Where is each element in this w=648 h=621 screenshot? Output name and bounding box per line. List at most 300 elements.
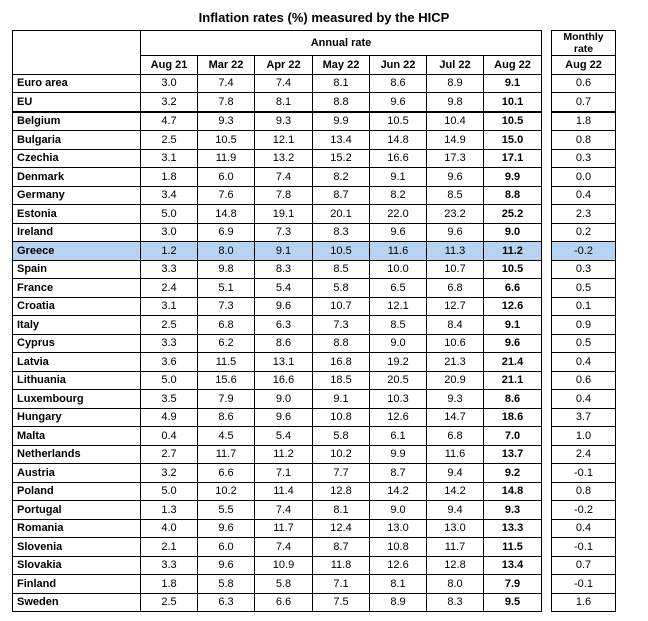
table-row [13, 334, 616, 353]
value-cell: 14.7 [427, 408, 484, 427]
value-cell: 12.1 [370, 297, 427, 316]
country-cell: Denmark [13, 168, 141, 187]
column-gap [542, 575, 552, 594]
value-cell: 21.3 [427, 353, 484, 372]
country-cell: Estonia [13, 205, 141, 224]
value-cell: 6.8 [427, 427, 484, 446]
value-cell: 11.6 [427, 445, 484, 464]
value-cell: 21.1 [484, 371, 542, 390]
monthly-value-cell: 0.8 [552, 131, 616, 150]
value-cell: 9.3 [427, 390, 484, 409]
value-cell: 9.3 [255, 112, 313, 131]
monthly-value-cell: 3.7 [552, 408, 616, 427]
value-cell: 20.5 [370, 371, 427, 390]
monthly-value-cell: 0.8 [552, 482, 616, 501]
value-cell: 14.8 [370, 131, 427, 150]
country-cell: Finland [13, 575, 141, 594]
value-cell: 7.4 [255, 538, 313, 557]
value-cell: 9.6 [427, 168, 484, 187]
value-cell: 8.6 [484, 390, 542, 409]
value-cell: 17.1 [484, 149, 542, 168]
value-cell: 6.6 [198, 464, 255, 483]
value-cell: 11.7 [427, 538, 484, 557]
value-cell: 14.9 [427, 131, 484, 150]
value-cell: 8.7 [313, 186, 370, 205]
table-row [13, 260, 616, 279]
header-corner-cell [13, 31, 141, 56]
country-cell: Czechia [13, 149, 141, 168]
monthly-value-cell: 0.2 [552, 223, 616, 242]
value-cell: 13.0 [370, 519, 427, 538]
value-cell: 7.7 [313, 464, 370, 483]
monthly-value-cell: 0.4 [552, 186, 616, 205]
monthly-value-cell: 0.7 [552, 93, 616, 112]
value-cell: 8.1 [255, 93, 313, 112]
table-row [13, 223, 616, 242]
value-cell: 10.2 [313, 445, 370, 464]
value-cell: 15.2 [313, 149, 370, 168]
header-row-months [13, 56, 616, 75]
value-cell: 7.4 [255, 74, 313, 93]
country-cell: Latvia [13, 353, 141, 372]
value-cell: 9.6 [370, 223, 427, 242]
value-cell: 15.6 [198, 371, 255, 390]
value-cell: 22.0 [370, 205, 427, 224]
value-cell: 3.3 [141, 556, 198, 575]
value-cell: 8.8 [484, 186, 542, 205]
country-cell: Germany [13, 186, 141, 205]
value-cell: 6.0 [198, 168, 255, 187]
country-cell: Belgium [13, 112, 141, 131]
value-cell: 4.0 [141, 519, 198, 538]
column-header: May 22 [313, 56, 370, 75]
value-cell: 15.0 [484, 131, 542, 150]
value-cell: 1.8 [141, 575, 198, 594]
table-row [13, 316, 616, 335]
value-cell: 3.6 [141, 353, 198, 372]
country-cell: Italy [13, 316, 141, 335]
column-gap [542, 149, 552, 168]
table-row [13, 390, 616, 409]
table-row [13, 482, 616, 501]
value-cell: 8.9 [427, 74, 484, 93]
value-cell: 9.6 [484, 334, 542, 353]
value-cell: 9.1 [255, 242, 313, 261]
value-cell: 7.0 [484, 427, 542, 446]
column-gap [542, 464, 552, 483]
value-cell: 14.8 [198, 205, 255, 224]
value-cell: 9.8 [427, 93, 484, 112]
column-gap [542, 242, 552, 261]
table-row [13, 593, 616, 612]
value-cell: 7.8 [255, 186, 313, 205]
monthly-value-cell: 0.3 [552, 149, 616, 168]
country-cell: Ireland [13, 223, 141, 242]
monthly-value-cell: 0.6 [552, 74, 616, 93]
value-cell: 7.1 [313, 575, 370, 594]
value-cell: 8.4 [427, 316, 484, 335]
country-cell: Sweden [13, 593, 141, 612]
value-cell: 7.8 [198, 93, 255, 112]
monthly-value-cell: 2.4 [552, 445, 616, 464]
value-cell: 3.1 [141, 149, 198, 168]
value-cell: 7.9 [198, 390, 255, 409]
header-row-top [13, 31, 616, 56]
value-cell: 6.6 [255, 593, 313, 612]
value-cell: 12.6 [370, 556, 427, 575]
value-cell: 19.2 [370, 353, 427, 372]
column-gap [542, 186, 552, 205]
value-cell: 18.6 [484, 408, 542, 427]
value-cell: 10.0 [370, 260, 427, 279]
value-cell: 12.6 [370, 408, 427, 427]
value-cell: 2.5 [141, 131, 198, 150]
value-cell: 8.2 [370, 186, 427, 205]
value-cell: 3.4 [141, 186, 198, 205]
monthly-value-cell: 0.5 [552, 334, 616, 353]
value-cell: 7.4 [198, 74, 255, 93]
value-cell: 6.8 [198, 316, 255, 335]
value-cell: 4.9 [141, 408, 198, 427]
column-gap [542, 31, 552, 56]
monthly-value-cell: -0.1 [552, 464, 616, 483]
country-cell: Austria [13, 464, 141, 483]
column-gap [542, 334, 552, 353]
value-cell: 13.2 [255, 149, 313, 168]
value-cell: 1.8 [141, 168, 198, 187]
table-row [13, 445, 616, 464]
value-cell: 3.0 [141, 74, 198, 93]
value-cell: 11.8 [313, 556, 370, 575]
monthly-value-cell: 0.3 [552, 260, 616, 279]
value-cell: 11.4 [255, 482, 313, 501]
value-cell: 10.6 [427, 334, 484, 353]
table-row [13, 501, 616, 520]
value-cell: 5.1 [198, 279, 255, 298]
value-cell: 6.3 [198, 593, 255, 612]
value-cell: 8.7 [313, 538, 370, 557]
value-cell: 7.3 [198, 297, 255, 316]
country-cell: Cyprus [13, 334, 141, 353]
value-cell: 9.9 [370, 445, 427, 464]
country-cell: EU [13, 93, 141, 112]
value-cell: 11.5 [198, 353, 255, 372]
column-gap [542, 74, 552, 93]
table-row [13, 575, 616, 594]
value-cell: 6.6 [484, 279, 542, 298]
country-cell: Romania [13, 519, 141, 538]
table-row [13, 186, 616, 205]
country-cell: Lithuania [13, 371, 141, 390]
value-cell: 8.9 [370, 593, 427, 612]
value-cell: 11.2 [484, 242, 542, 261]
value-cell: 16.6 [255, 371, 313, 390]
value-cell: 9.6 [427, 223, 484, 242]
table-row [13, 242, 616, 261]
value-cell: 13.4 [484, 556, 542, 575]
monthly-column-header: Aug 22 [552, 56, 616, 75]
value-cell: 7.4 [255, 168, 313, 187]
value-cell: 8.3 [313, 223, 370, 242]
value-cell: 6.3 [255, 316, 313, 335]
monthly-value-cell: -0.2 [552, 501, 616, 520]
value-cell: 16.8 [313, 353, 370, 372]
country-cell: Euro area [13, 74, 141, 93]
column-gap [542, 482, 552, 501]
table-body [13, 74, 616, 612]
value-cell: 3.3 [141, 260, 198, 279]
column-gap [542, 501, 552, 520]
annual-rate-header: Annual rate [141, 31, 542, 56]
value-cell: 8.5 [313, 260, 370, 279]
value-cell: 18.5 [313, 371, 370, 390]
value-cell: 10.3 [370, 390, 427, 409]
value-cell: 5.8 [313, 427, 370, 446]
value-cell: 8.1 [370, 575, 427, 594]
column-gap [542, 168, 552, 187]
table-row [13, 297, 616, 316]
monthly-value-cell: 0.4 [552, 390, 616, 409]
value-cell: 12.1 [255, 131, 313, 150]
monthly-value-cell: 0.0 [552, 168, 616, 187]
country-cell: Hungary [13, 408, 141, 427]
value-cell: 10.5 [484, 260, 542, 279]
monthly-value-cell: -0.2 [552, 242, 616, 261]
country-cell: Poland [13, 482, 141, 501]
value-cell: 20.1 [313, 205, 370, 224]
monthly-value-cell: 1.8 [552, 112, 616, 131]
value-cell: 9.5 [484, 593, 542, 612]
column-gap [542, 538, 552, 557]
value-cell: 3.0 [141, 223, 198, 242]
country-cell: Slovakia [13, 556, 141, 575]
value-cell: 20.9 [427, 371, 484, 390]
value-cell: 9.1 [313, 390, 370, 409]
header-corner-cell-lower [13, 56, 141, 75]
value-cell: 8.1 [313, 74, 370, 93]
value-cell: 2.5 [141, 593, 198, 612]
value-cell: 23.2 [427, 205, 484, 224]
column-gap [542, 556, 552, 575]
value-cell: 25.2 [484, 205, 542, 224]
value-cell: 2.4 [141, 279, 198, 298]
value-cell: 5.0 [141, 205, 198, 224]
value-cell: 9.6 [198, 519, 255, 538]
value-cell: 5.5 [198, 501, 255, 520]
value-cell: 8.7 [370, 464, 427, 483]
value-cell: 13.4 [313, 131, 370, 150]
value-cell: 8.5 [427, 186, 484, 205]
column-gap [542, 427, 552, 446]
hicp-table [12, 30, 616, 612]
value-cell: 8.8 [313, 93, 370, 112]
country-cell: Malta [13, 427, 141, 446]
monthly-value-cell: -0.1 [552, 538, 616, 557]
value-cell: 10.8 [370, 538, 427, 557]
value-cell: 7.6 [198, 186, 255, 205]
value-cell: 14.2 [427, 482, 484, 501]
value-cell: 9.6 [255, 408, 313, 427]
column-gap [542, 93, 552, 112]
column-gap [542, 112, 552, 131]
value-cell: 11.3 [427, 242, 484, 261]
value-cell: 3.5 [141, 390, 198, 409]
column-gap [542, 56, 552, 75]
column-gap [542, 279, 552, 298]
column-gap [542, 445, 552, 464]
monthly-value-cell: 0.9 [552, 316, 616, 335]
value-cell: 6.0 [198, 538, 255, 557]
value-cell: 3.2 [141, 93, 198, 112]
table-row [13, 149, 616, 168]
table-row [13, 205, 616, 224]
country-cell: Bulgaria [13, 131, 141, 150]
value-cell: 10.2 [198, 482, 255, 501]
column-header: Jun 22 [370, 56, 427, 75]
monthly-value-cell: 0.4 [552, 519, 616, 538]
value-cell: 10.8 [313, 408, 370, 427]
column-gap [542, 519, 552, 538]
value-cell: 10.1 [484, 93, 542, 112]
column-header: Mar 22 [198, 56, 255, 75]
table-row [13, 519, 616, 538]
value-cell: 9.6 [198, 556, 255, 575]
column-header: Aug 22 [484, 56, 542, 75]
column-gap [542, 223, 552, 242]
value-cell: 12.7 [427, 297, 484, 316]
value-cell: 11.6 [370, 242, 427, 261]
value-cell: 8.3 [427, 593, 484, 612]
value-cell: 7.4 [255, 501, 313, 520]
monthly-value-cell: 1.0 [552, 427, 616, 446]
value-cell: 3.2 [141, 464, 198, 483]
value-cell: 10.7 [313, 297, 370, 316]
value-cell: 9.3 [198, 112, 255, 131]
value-cell: 7.3 [255, 223, 313, 242]
value-cell: 9.4 [427, 464, 484, 483]
monthly-value-cell: 1.6 [552, 593, 616, 612]
value-cell: 10.5 [198, 131, 255, 150]
column-gap [542, 408, 552, 427]
table-row [13, 538, 616, 557]
value-cell: 12.8 [427, 556, 484, 575]
table-row [13, 556, 616, 575]
table-title: Inflation rates (%) measured by the HICP [198, 10, 450, 25]
value-cell: 5.8 [313, 279, 370, 298]
value-cell: 8.2 [313, 168, 370, 187]
monthly-value-cell: 2.3 [552, 205, 616, 224]
value-cell: 13.3 [484, 519, 542, 538]
value-cell: 4.7 [141, 112, 198, 131]
table-row [13, 93, 616, 112]
country-cell: Spain [13, 260, 141, 279]
value-cell: 17.3 [427, 149, 484, 168]
value-cell: 5.0 [141, 371, 198, 390]
country-cell: Netherlands [13, 445, 141, 464]
value-cell: 9.4 [427, 501, 484, 520]
value-cell: 9.0 [370, 501, 427, 520]
table-row [13, 464, 616, 483]
value-cell: 9.0 [484, 223, 542, 242]
value-cell: 8.1 [313, 501, 370, 520]
column-gap [542, 371, 552, 390]
value-cell: 10.5 [370, 112, 427, 131]
column-gap [542, 297, 552, 316]
country-cell: Slovenia [13, 538, 141, 557]
value-cell: 10.7 [427, 260, 484, 279]
table-row [13, 112, 616, 131]
value-cell: 11.7 [198, 445, 255, 464]
value-cell: 9.2 [484, 464, 542, 483]
value-cell: 3.1 [141, 297, 198, 316]
value-cell: 8.6 [370, 74, 427, 93]
value-cell: 8.0 [198, 242, 255, 261]
monthly-value-cell: -0.1 [552, 575, 616, 594]
value-cell: 16.6 [370, 149, 427, 168]
value-cell: 10.4 [427, 112, 484, 131]
monthly-rate-label-line2: rate [573, 43, 594, 55]
hicp-table-wrapper [12, 30, 616, 612]
column-gap [542, 316, 552, 335]
country-cell: Luxembourg [13, 390, 141, 409]
value-cell: 8.8 [313, 334, 370, 353]
table-row [13, 353, 616, 372]
value-cell: 6.1 [370, 427, 427, 446]
column-gap [542, 205, 552, 224]
value-cell: 9.6 [370, 93, 427, 112]
country-cell: France [13, 279, 141, 298]
table-row [13, 74, 616, 93]
value-cell: 1.3 [141, 501, 198, 520]
value-cell: 11.5 [484, 538, 542, 557]
country-cell: Portugal [13, 501, 141, 520]
monthly-value-cell: 0.7 [552, 556, 616, 575]
value-cell: 3.3 [141, 334, 198, 353]
monthly-value-cell: 0.6 [552, 371, 616, 390]
value-cell: 7.9 [484, 575, 542, 594]
table-row [13, 168, 616, 187]
monthly-rate-label-line1: Monthly [563, 31, 604, 43]
value-cell: 13.7 [484, 445, 542, 464]
table-row [13, 408, 616, 427]
value-cell: 14.8 [484, 482, 542, 501]
value-cell: 2.7 [141, 445, 198, 464]
value-cell: 9.0 [255, 390, 313, 409]
country-cell: Croatia [13, 297, 141, 316]
value-cell: 11.2 [255, 445, 313, 464]
value-cell: 6.5 [370, 279, 427, 298]
table-row [13, 427, 616, 446]
column-header: Aug 21 [141, 56, 198, 75]
value-cell: 1.2 [141, 242, 198, 261]
value-cell: 8.5 [370, 316, 427, 335]
value-cell: 8.0 [427, 575, 484, 594]
column-gap [542, 390, 552, 409]
value-cell: 10.5 [484, 112, 542, 131]
table-row [13, 371, 616, 390]
value-cell: 0.4 [141, 427, 198, 446]
column-gap [542, 593, 552, 612]
value-cell: 12.6 [484, 297, 542, 316]
column-header: Jul 22 [427, 56, 484, 75]
value-cell: 10.9 [255, 556, 313, 575]
table-row [13, 131, 616, 150]
monthly-value-cell: 0.1 [552, 297, 616, 316]
value-cell: 5.8 [198, 575, 255, 594]
value-cell: 8.6 [255, 334, 313, 353]
value-cell: 12.4 [313, 519, 370, 538]
column-gap [542, 131, 552, 150]
